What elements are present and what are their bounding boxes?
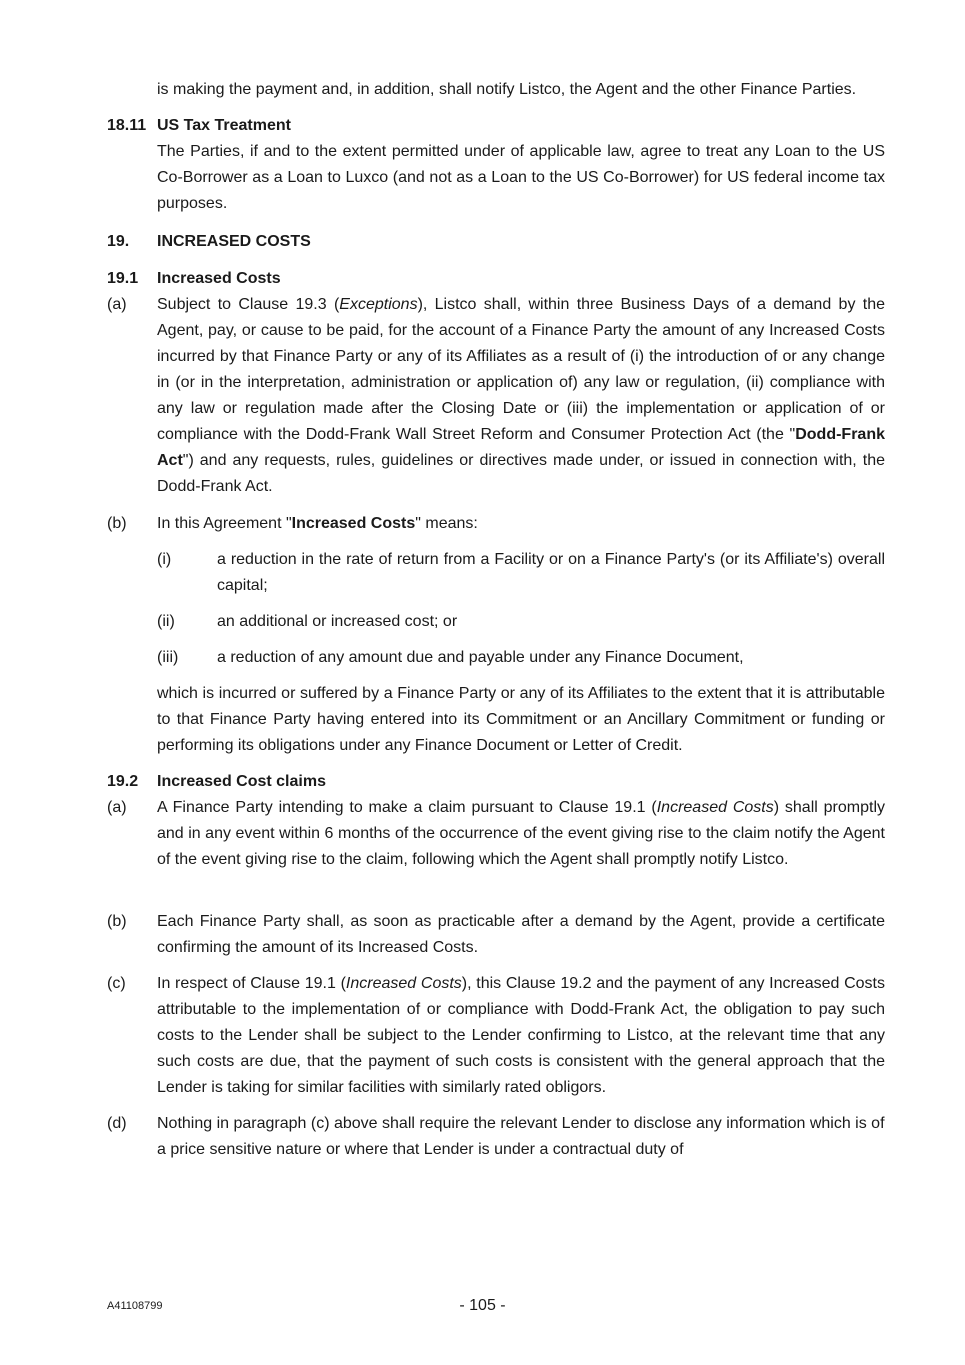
subparagraph-label-i: (i) [157,551,172,568]
section-heading-us-tax-treatment: US Tax Treatment [157,117,291,134]
section-heading-19-1: Increased Costs [157,270,281,287]
section-heading-increased-costs: INCREASED COSTS [157,233,311,250]
subparagraph-label-iii: (iii) [157,649,179,666]
italic-increased-costs-2: Increased Costs [345,975,462,992]
subparagraph-i: a reduction in the rate of return from a Facility or on a Finance Party's (or its Affiliate's) overall capital; [217,551,885,594]
subparagraph-iii: a reduction of any amount due and payable under any Finance Document, [217,649,744,666]
paragraph-label-19-2-c: (c) [107,975,126,992]
continuation-paragraph: is making the payment and, in addition, shall notify Listco, the Agent and the other Finance Parties. [157,81,857,98]
paragraph-label-19-2-d: (d) [107,1115,127,1132]
italic-increased-costs: Increased Costs [656,799,774,816]
paragraph-19-1-b: In this Agreement "Increased Costs" means: [157,515,478,532]
section-number-18-11: 18.11 [107,117,147,134]
paragraph-19-2-b: Each Finance Party shall, as soon as practicable after a demand by the Agent, provide a certificate confirming the amount of its Increased Costs. [157,913,885,956]
footer-document-id: A41108799 [107,1300,163,1312]
paragraph-label-19-2-a: (a) [107,799,127,816]
paragraph-19-1-closing: which is incurred or suffered by a Finance Party or any of its Affiliates to the extent that it is attributable to that Finance Party having entered into its Commitment or an Ancillary Commitment or funding or performing its obligations under any Finance Document or Letter of Credit. [157,685,885,754]
section-number-19-1: 19.1 [107,270,139,287]
italic-exceptions: Exceptions [339,296,418,313]
paragraph-19-2-c: In respect of Clause 19.1 (Increased Costs), this Clause 19.2 and the payment of any Increased Costs attributable to the implementation of or compliance with Dodd-Frank Act, the obligation to pay such costs to the Lender shall be subject to the Lender confirming to Listco, at the relevant time that any such costs are due, that the payment of such costs is consistent with the general approach that the Lender is taking for similar facilities with similarly rated obligors. [157,975,886,1096]
section-number-19-2: 19.2 [107,773,139,790]
paragraph-19-2-a: A Finance Party intending to make a claim pursuant to Clause 19.1 (Increased Costs) shall promptly and in any event within 6 months of the occurrence of the event giving rise to the claim notify the Agent of the event giving rise to the claim, following which the Agent shall promptly notify Listco. [157,799,886,868]
subparagraph-ii: an additional or increased cost; or [217,613,458,630]
paragraph-18-11: The Parties, if and to the extent permitted under of applicable law, agree to treat any Loan to the US Co-Borrower as a Loan to Luxco (and not as a Loan to the US Co-Borrower) for US federal income tax purposes. [157,143,885,212]
subparagraph-label-ii: (ii) [157,613,175,630]
paragraph-label-19-2-b: (b) [107,913,127,930]
section-number-19: 19. [107,233,130,250]
footer-page-number: - 105 - [459,1297,506,1314]
defined-term-dodd-frank: Dodd-Frank Act [157,426,885,469]
paragraph-19-1-a: Subject to Clause 19.3 (Exceptions), Listco shall, within three Business Days of a demand by the Agent, pay, or cause to be paid, for the account of a Finance Party the amount of any Increased Costs incurred by that Finance Party or any of its Affiliates as a result of (i) the introduction of or any change in (or in the interpretation, administration or application of) any law or regulation, (ii) compliance with any law or regulation made after the Closing Date or (iii) the implementation or application of or compliance with the Dodd-Frank Wall Street Reform and Consumer Protection Act (the "Dodd-Frank Act") and any requests, rules, guidelines or directives made under, or issued in connection with, the Dodd-Frank Act. [157,296,886,495]
paragraph-19-2-d: Nothing in paragraph (c) above shall require the relevant Lender to disclose any information which is of a price sensitive nature or where that Lender is under a contractual duty of [157,1115,885,1158]
defined-term-increased-costs: Increased Costs [291,515,416,532]
paragraph-label-19-1-a: (a) [107,296,127,313]
paragraph-label-19-1-b: (b) [107,515,127,532]
section-heading-19-2: Increased Cost claims [157,773,326,790]
